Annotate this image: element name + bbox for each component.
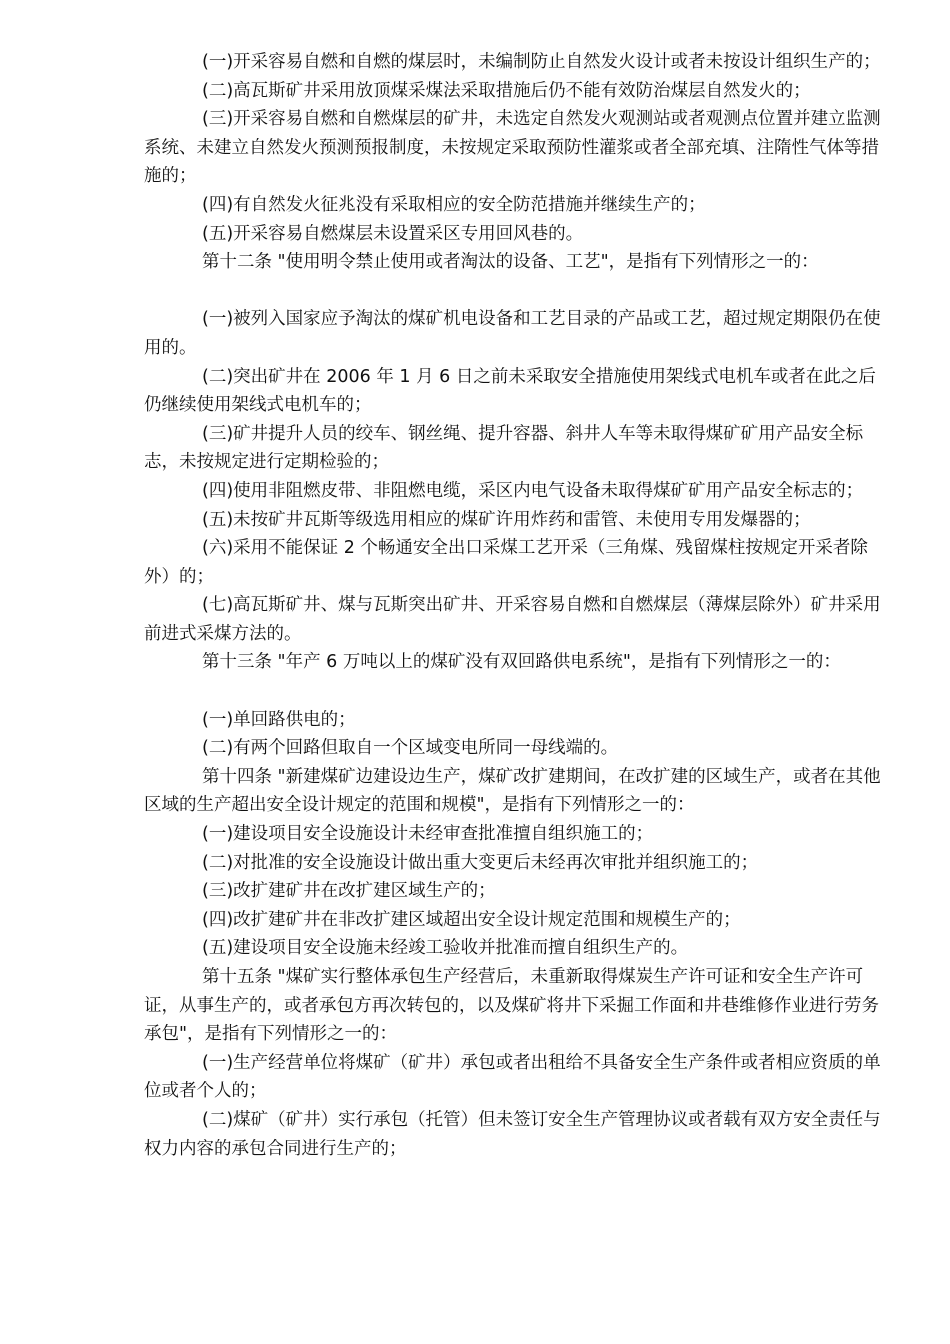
paragraph: (二)对批准的安全设施设计做出重大变更后未经再次审批并组织施工的； <box>202 852 759 873</box>
paragraph: (三)开采容易自燃和自燃煤层的矿井，未选定自然发火观测站或者观测点位置并建立监测系统、未建立自然发火预测预报制度，未按规定采取预防性灌浆或者全部充填、注隋性气体等措施的； <box>144 109 881 187</box>
article-heading: 第十五条 "煤矿实行整体承包生产经营后，未重新取得煤炭生产许可证和安全生产许可证，从事生产的，或者承包方再次转包的，以及煤矿将井下采掘工作面和井巷维修作业进行劳务承包"，是指有下列情形之一的： <box>144 967 879 1045</box>
paragraph: (三)改扩建矿井在改扩建区域生产的； <box>202 881 496 902</box>
article-heading: 第十四条 "新建煤矿边建设边生产，煤矿改扩建期间，在改扩建的区域生产，或者在其他区域的生产超出安全设计规定的范围和规模"，是指有下列情形之一的： <box>144 766 881 816</box>
paragraph: (一)生产经营单位将煤矿（矿井）承包或者出租给不具备安全生产条件或者相应资质的单位或者个人的； <box>144 1052 881 1102</box>
paragraph: (二)有两个回路但取自一个区域变电所同一母线端的。 <box>202 738 619 759</box>
paragraph: (五)建设项目安全设施未经竣工验收并批准而擅自组织生产的。 <box>202 938 689 959</box>
paragraph: (三)矿井提升人员的绞车、钢丝绳、提升容器、斜井人车等未取得煤矿矿用产品安全标志，未按规定进行定期检验的； <box>144 423 864 473</box>
paragraph: (四)有自然发火征兆没有采取相应的安全防范措施并继续生产的； <box>202 194 706 215</box>
paragraph: (二)煤矿（矿井）实行承包（托管）但未签订安全生产管理协议或者载有双方安全责任与权力内容的承包合同进行生产的； <box>144 1109 881 1159</box>
document-page <box>144 48 889 1163</box>
paragraph: (五)开采容易自燃煤层未设置采区专用回风巷的。 <box>202 223 584 244</box>
paragraph: (一)单回路供电的； <box>202 709 356 730</box>
paragraph: (一)被列入国家应予淘汰的煤矿机电设备和工艺目录的产品或工艺，超过规定期限仍在使用的。 <box>144 309 881 358</box>
paragraph: (六)采用不能保证 2 个畅通安全出口采煤工艺开采（三角煤、残留煤柱按规定开采者除外）的； <box>144 538 868 587</box>
paragraph: (四)改扩建矿井在非改扩建区域超出安全设计规定范围和规模生产的； <box>202 909 741 930</box>
article-heading: 第十二条 "使用明令禁止使用或者淘汰的设备、工艺"，是指有下列情形之一的： <box>202 252 819 273</box>
paragraph: (二)突出矿井在 2006 年 1 月 6 日之前未采取安全措施使用架线式电机车或者在此之后仍继续使用架线式电机车的； <box>144 366 876 416</box>
paragraph: (一)开采容易自燃和自燃的煤层时，未编制防止自然发火设计或者未按设计组织生产的； <box>202 52 881 72</box>
article-heading: 第十三条 "年产 6 万吨以上的煤矿没有双回路供电系统"，是指有下列情形之一的： <box>202 652 841 673</box>
paragraph: (五)未按矿井瓦斯等级选用相应的煤矿许用炸药和雷管、未使用专用发爆器的； <box>202 509 811 530</box>
paragraph: (一)建设项目安全设施设计未经审查批准擅自组织施工的； <box>202 824 654 845</box>
paragraph: (七)高瓦斯矿井、煤与瓦斯突出矿井、开采容易自燃和自燃煤层（薄煤层除外）矿井采用前进式采煤方法的。 <box>144 595 881 644</box>
paragraph: (二)高瓦斯矿井采用放顶煤采煤法采取措施后仍不能有效防治煤层自然发火的； <box>202 80 811 101</box>
paragraph: (四)使用非阻燃皮带、非阻燃电缆，采区内电气设备未取得煤矿矿用产品安全标志的； <box>202 480 864 501</box>
